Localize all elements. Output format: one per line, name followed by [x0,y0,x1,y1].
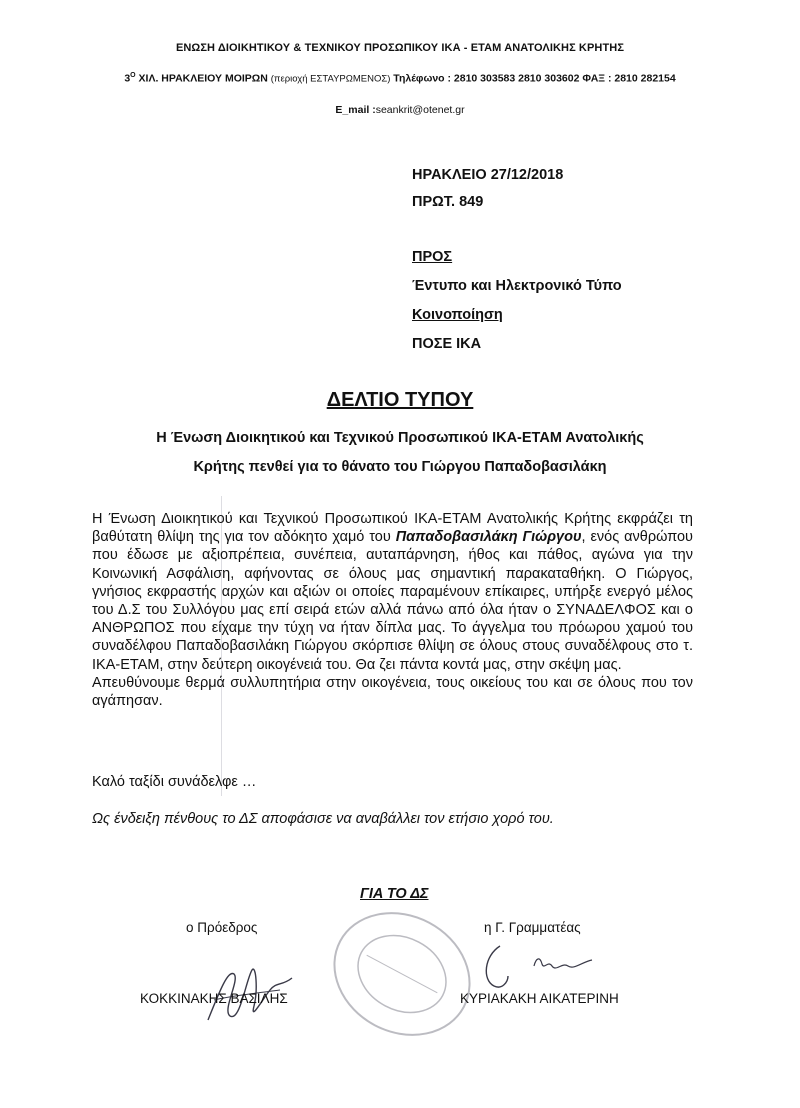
closing-line: Καλό ταξίδι συνάδελφε … [92,774,257,790]
body-p1-rest: , ενός ανθρώπου που έδωσε με αξιοπρέπεια, συνέπεια, αυταπάρνηση, ήθος και πάθος, αγώνα για την Κοινωνική Ασφάλιση, αφήνοντας σε όλους μας σημαντική παρακαταθήκη. Ο Γιώργος, γνήσιος εκφραστής αρχών και αξιών οι οποίες παραμένουν επίκαιρες, υπήρξε ενεργό μέλος του Δ.Σ του Συλλόγου μας επί σειρά ετών αλλά πάνω από όλα ήταν ο ΣΥΝΑΔΕΛΦΟΣ και ο ΑΝΘΡΩΠΟΣ που είχαμε την τύχη να ήταν δίπλα μας. Το άγγελμα του πρόωρου χαμού του συναδέλφου Παπαδοβασιλάκη Γιώργου σκόρπισε θλίψη σε όλους στους συναδέλφους στο τ. ΙΚΑ-ΕΤΑΜ, στην δεύτερη οικογένειά του. Θα ζει πάντα κοντά μας, στην σκέψη μας. [92,529,693,673]
org-header-title: ΕΝΩΣΗ ΔΙΟΙΚΗΤΙΚΟΥ & ΤΕΧΝΙΚΟΥ ΠΡΟΣΩΠΙΚΟΥ ΙΚΑ - ΕΤΑΜ ΑΝΑΤΟΛΙΚΗΣ ΚΡΗΤΗΣ [175,42,625,54]
protocol-number: ΠΡΩΤ. 849 [412,194,484,210]
org-header-address [0,72,800,85]
subtitle-line-1: Η Ένωση Διοικητικού και Τεχνικού Προσωπικού ΙΚΑ-ΕΤΑΜ Ανατολικής [156,430,644,446]
address-area: (περιοχή ΕΣΤΑΥΡΩΜΕΝΟΣ) [270,73,391,85]
secretary-name: ΚΥΡΙΑΚΑΚΗ ΑΙΚΑΤΕΡΙΝΗ [460,991,619,1006]
to-label: ΠΡΟΣ [412,249,453,265]
body-paragraph-1 [92,510,693,674]
president-role: ο Πρόεδρος [186,920,258,935]
address-number: 3 [124,72,131,85]
address-phones: Τηλέφωνο : 2810 303583 2810 303602 ΦΑΞ : 2810 282154 [390,72,676,85]
cc-recipient: ΠΟΣΕ ΙΚΑ [412,336,482,352]
secretary-role: η Γ. Γραμματέας [484,920,581,935]
address-text: ΧΙΛ. ΗΡΑΚΛΕΙΟΥ ΜΟΙΡΩΝ [135,72,271,85]
document-title: ΔΕΛΤΙΟ ΤΥΠΟΥ [326,389,474,411]
cc-label: Κοινοποίηση [412,307,503,323]
address-superscript: Ο [130,72,136,79]
president-name: ΚΟΚΚΙΝΑΚΗΣ ΒΑΣΙΛΗΣ [140,991,288,1006]
email-address: seankrit@otenet.gr [375,104,465,116]
org-header-email [0,104,800,116]
to-recipient: Έντυπο και Ηλεκτρονικό Τύπο [412,278,622,294]
body-p1-start: Η Ένωση Διοικητικού και Τεχνικού Προσωπικού ΙΚΑ-ΕΤΑΜ Ανατολικής Κρήτης εκφράζει τη βαθύτατη θλίψη της για τον αδόκητο χαμό του [92,511,693,546]
press-release-body [92,510,693,710]
email-label: E_mail : [335,104,376,116]
board-decision-note: Ως ένδειξη πένθους το ΔΣ αποφάσισε να αναβάλλει τον ετήσιο χορό του. [92,811,554,827]
deceased-name: Παπαδοβασιλάκη Γιώργου [395,529,582,546]
subtitle-line-2: Κρήτης πενθεί για το θάνατο του Γιώργου Παπαδοβασιλάκη [193,459,607,475]
place-date: ΗΡΑΚΛΕΙΟ 27/12/2018 [412,167,564,183]
body-paragraph-2: Απευθύνουμε θερμά συλλυπητήρια στην οικογένεια, τους οικείους του και σε όλους που τον αγάπησαν. [92,674,693,710]
secretary-signature-icon [478,936,598,996]
organization-stamp-icon [322,904,482,1044]
signature-heading: ΓΙΑ ΤΟ ΔΣ [360,886,429,902]
